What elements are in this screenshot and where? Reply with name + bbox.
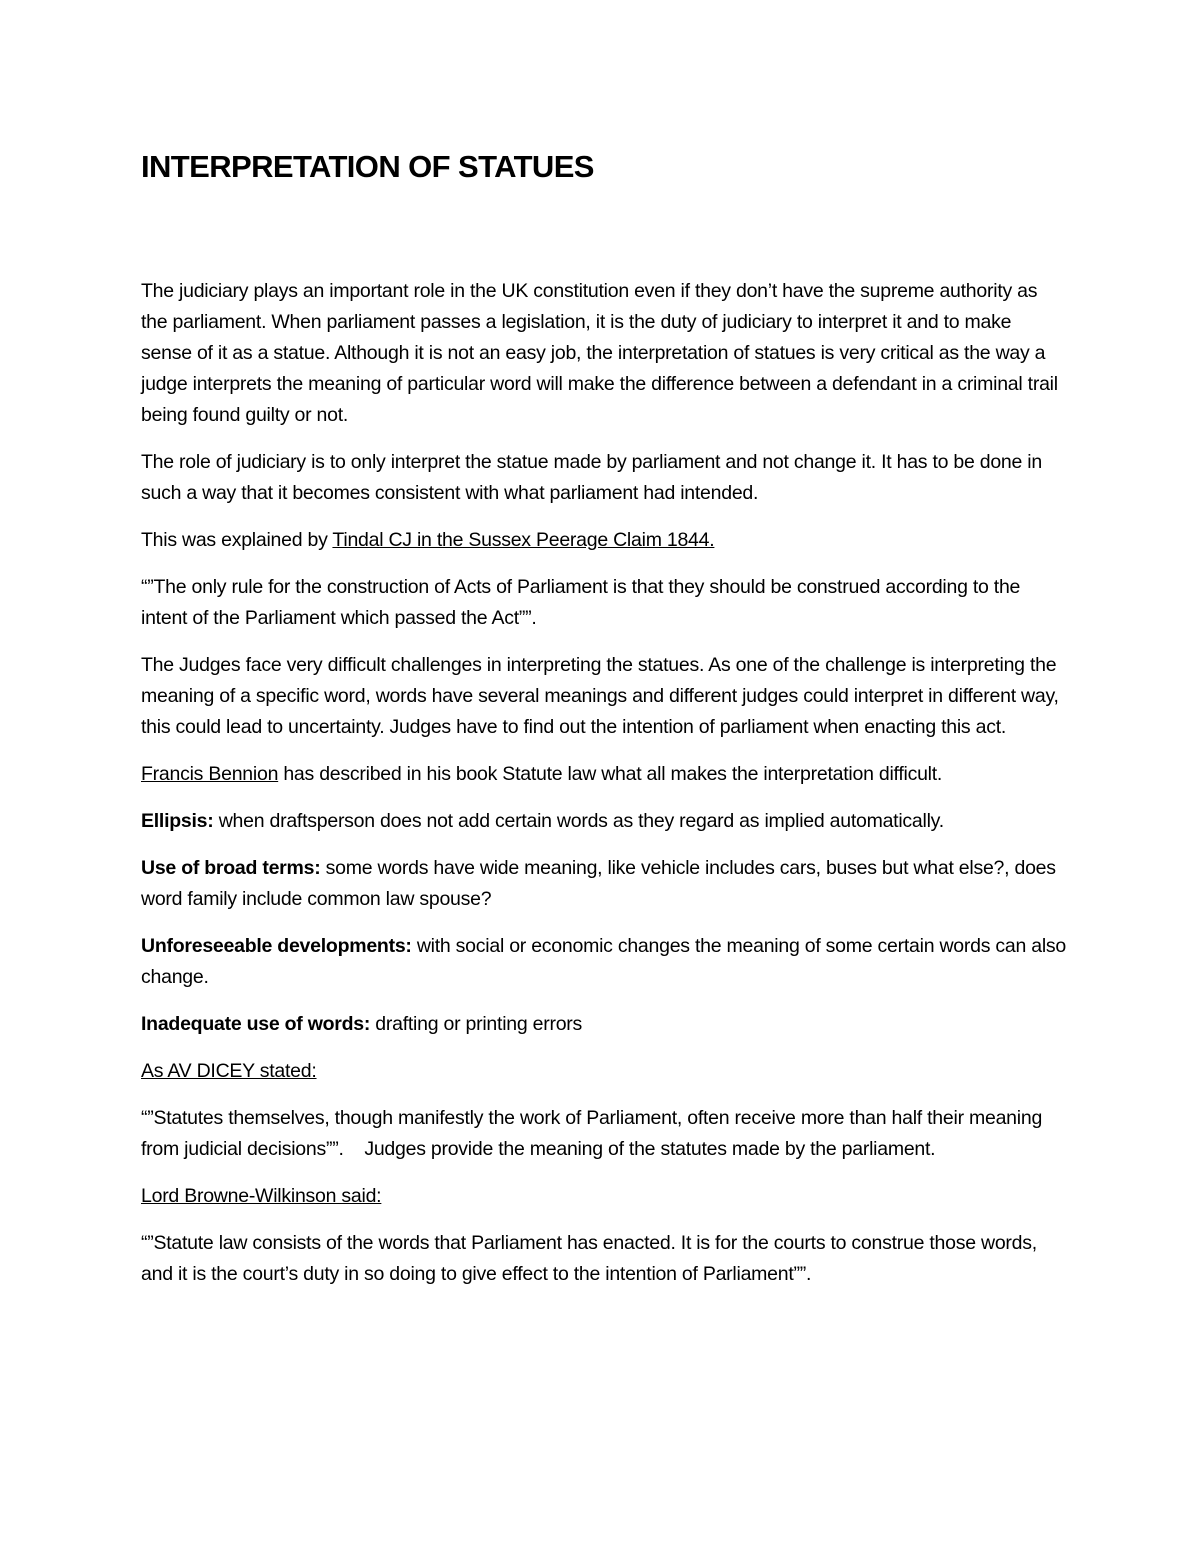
paragraph-bennion: [141, 759, 1066, 790]
tindal-lead-text: This was explained by: [141, 529, 333, 551]
browne-wilkinson-heading: [141, 1181, 1066, 1212]
document-title: INTERPRETATION OF STATUES: [141, 149, 594, 184]
term-definition: when draftsperson does not add certain words as they regard as implied automatically.: [213, 810, 944, 832]
term-broad-terms: [141, 853, 1066, 915]
paragraph-judges-challenges: The Judges face very difficult challenges in interpreting the statues. As one of the challenge is interpreting the meaning of a specific word, words have several meanings and different judges could interpret in different way, this could lead to uncertainty. Judges have to find out the intention of parliament when enacting this act.: [141, 654, 1059, 738]
dicey-heading-text: As AV DICEY stated:: [141, 1060, 317, 1082]
term-definition: drafting or printing errors: [370, 1013, 583, 1035]
document-page: [141, 148, 1066, 1306]
paragraph-tindal: [141, 525, 1066, 556]
term-definition: some words have wide meaning, like vehicle includes cars, buses but what else?, does word family include common law spouse?: [141, 857, 1056, 910]
term-definition: with social or economic changes the meaning of some certain words can also change.: [141, 935, 1067, 988]
term-inadequate-words: [141, 1009, 1066, 1040]
term-unforeseeable-developments: [141, 931, 1066, 993]
quote-browne-wilkinson: “”Statute law consists of the words that Parliament has enacted. It is for the courts to construe those words, and it is the court’s duty in so doing to give effect to the intention of Parliament””.: [141, 1232, 1037, 1285]
quote-dicey: “”Statutes themselves, though manifestly the work of Parliament, often receive more than half their meaning from judicial decisions””. Judges provide the meaning of the statutes made by the parliament.: [141, 1107, 1048, 1160]
term-label: Inadequate use of words:: [141, 1013, 371, 1035]
term-label: Ellipsis:: [141, 810, 214, 832]
paragraph-interpret-not-change: The role of judiciary is to only interpret the statue made by parliament and not change it. It has to be done in such a way that it becomes consistent with what parliament had intended.: [141, 451, 1042, 504]
bennion-reference: Francis Bennion: [141, 763, 279, 785]
term-label: Use of broad terms:: [141, 857, 321, 879]
tindal-case-reference: Tindal CJ in the Sussex Peerage Claim 1844.: [332, 529, 715, 551]
browne-wilkinson-heading-text: Lord Browne-Wilkinson said:: [141, 1185, 382, 1207]
dicey-heading: [141, 1056, 1066, 1087]
term-ellipsis: [141, 806, 1066, 837]
term-label: Unforeseeable developments:: [141, 935, 412, 957]
paragraph-judiciary-role: The judiciary plays an important role in the UK constitution even if they don’t have the supreme authority as the parliament. When parliament passes a legislation, it is the duty of judiciary to interpret it and to make sense of it as a statue. Although it is not an easy job, the interpretation of statues is very critical as the way a judge interprets the meaning of particular word will make the difference between a defendant in a criminal trail being found guilty or not.: [141, 280, 1058, 426]
bennion-text: has described in his book Statute law what all makes the interpretation difficult.: [278, 763, 943, 785]
quote-sussex-peerage: “”The only rule for the construction of Acts of Parliament is that they should be construed according to the intent of the Parliament which passed the Act””.: [141, 576, 1021, 629]
